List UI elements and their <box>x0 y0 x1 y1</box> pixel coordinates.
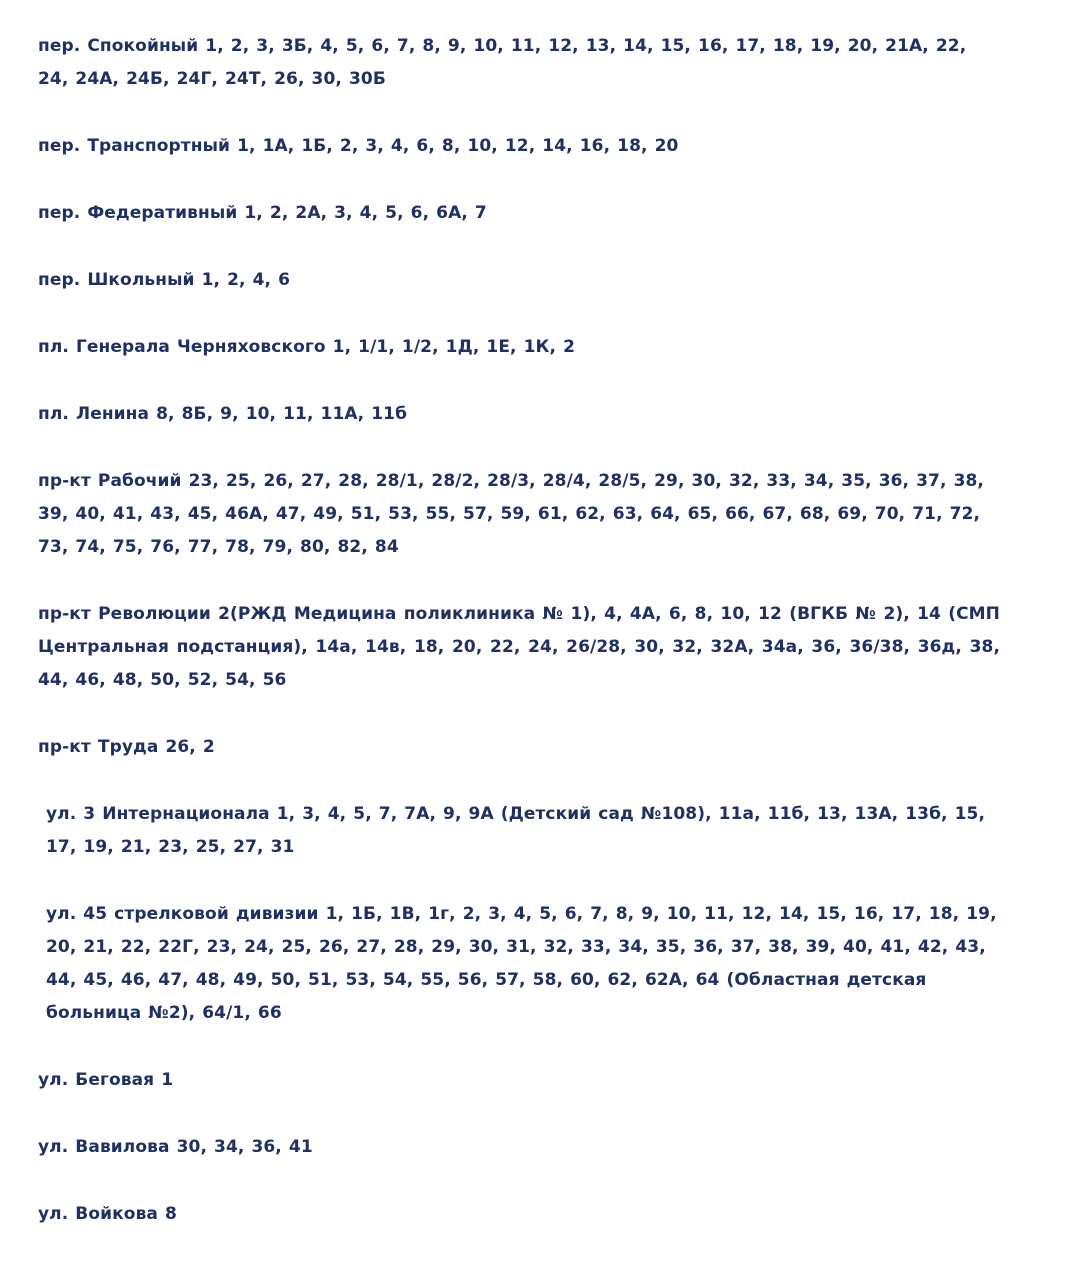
address-entry-lenina: пл. Ленина 8, 8Б, 9, 10, 11, 11А, 11б <box>38 404 408 424</box>
address-entry-chernyakhovskogo: пл. Генерала Черняховского 1, 1/1, 1/2, 1Д, 1Е, 1К, 2 <box>38 337 576 357</box>
address-entry-spokoiny: пер. Спокойный 1, 2, 3, 3Б, 4, 5, 6, 7, 8, 9, 10, 11, 12, 13, 14, 15, 16, 17, 18, 19, 20, 21А, 22, 24, 24А, 24Б, 24Г, 24Т, 26, 30, 30Б <box>38 36 967 89</box>
address-entry-vavilova: ул. Вавилова 30, 34, 36, 41 <box>38 1137 313 1157</box>
address-entry-begovaya: ул. Беговая 1 <box>38 1070 174 1090</box>
address-entry-truda: пр-кт Труда 26, 2 <box>38 737 215 757</box>
address-entry-shkolny: пер. Школьный 1, 2, 4, 6 <box>38 270 291 290</box>
address-entry-45-divizii: ул. 45 стрелковой дивизии 1, 1Б, 1В, 1г, 2, 3, 4, 5, 6, 7, 8, 9, 10, 11, 12, 14, 15, 16, 17, 18, 19, 20, 21, 22, 22Г, 23, 24, 25, 26, 27, 28, 29, 30, 31, 32, 33, 34, 35, 36, 37, 38, 39, 40, 41, 42, 43, 44, 45, 46, 47, 48, 49, 50, 51, 53, 54, 55, 56, 57, 58, 60, 62, 62А, 64 (Областная детская больница №2), 64/1, 66 <box>46 904 997 1023</box>
address-entry-federativny: пер. Федеративный 1, 2, 2А, 3, 4, 5, 6, 6А, 7 <box>38 203 487 223</box>
address-entry-transportny: пер. Транспортный 1, 1А, 1Б, 2, 3, 4, 6, 8, 10, 12, 14, 16, 18, 20 <box>38 136 679 156</box>
address-entry-revolyutsii: пр-кт Революции 2(РЖД Медицина поликлиника № 1), 4, 4А, 6, 8, 10, 12 (ВГКБ № 2), 14 (СМП Центральная подстанция), 14а, 14в, 18, 20, 22, 24, 26/28, 30, 32, 32А, 34а, 36, 36/38, 36д, 38, 44, 46, 48, 50, 52, 54, 56 <box>38 604 1000 690</box>
address-entry-3-internatsionala: ул. 3 Интернационала 1, 3, 4, 5, 7, 7А, 9, 9А (Детский сад №108), 11а, 11б, 13, 13А, 13б, 15, 17, 19, 21, 23, 25, 27, 31 <box>46 804 986 857</box>
address-entry-rabochy: пр-кт Рабочий 23, 25, 26, 27, 28, 28/1, 28/2, 28/3, 28/4, 28/5, 29, 30, 32, 33, 34, 35, 36, 37, 38, 39, 40, 41, 43, 45, 46А, 47, 49, 51, 53, 55, 57, 59, 61, 62, 63, 64, 65, 66, 67, 68, 69, 70, 71, 72, 73, 74, 75, 76, 77, 78, 79, 80, 82, 84 <box>38 471 984 557</box>
address-list <box>38 30 1000 1265</box>
address-entry-voikova: ул. Войкова 8 <box>38 1204 177 1224</box>
